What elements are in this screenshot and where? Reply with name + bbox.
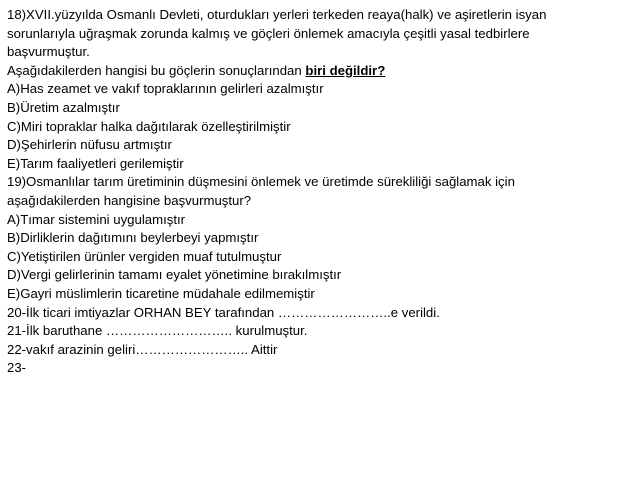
question-18-option-c: C)Miri topraklar halka dağıtılarak özelleştirilmiştir <box>7 118 291 134</box>
question-21: 21-İlk baruthane ……………………….. kurulmuştur. <box>7 323 308 339</box>
question-19-text-line-2: aşağıdakilerden hangisine başvurmuştur? <box>7 192 252 208</box>
question-22: 22-vakıf arazinin geliri…………………….. Aittir <box>7 341 278 357</box>
question-18-option-e: E)Tarım faaliyetleri gerilemiştir <box>7 155 184 171</box>
question-18-text-line-1: 18)XVII.yüzyılda Osmanlı Devleti, oturdukları yerleri terkeden reaya(halk) ve aşiretlerin isyan <box>7 7 547 22</box>
question-19-option-a: A)Tımar sistemini uygulamıştır <box>7 211 186 227</box>
question-18-text-line-3: başvurmuştur. <box>7 44 90 60</box>
question-18-text-line-2: sorunlarıyla uğraşmak zorunda kalmış ve göçleri önlemek amacıyla çeşitli yasal tedbirlere <box>7 25 530 41</box>
question-18-prompt <box>7 62 632 81</box>
question-18-prompt-text: Aşağıdakilerden hangisi bu göçlerin sonuçlarından <box>7 62 306 78</box>
question-19-option-c: C)Yetiştirilen ürünler vergiden muaf tutulmuştur <box>7 248 282 264</box>
question-18-option-a: A)Has zeamet ve vakıf topraklarının gelirleri azalmıştır <box>7 81 324 97</box>
question-19-text-line-1: 19)Osmanlılar tarım üretiminin düşmesini önlemek ve üretimde sürekliliği sağlamak için <box>7 174 515 190</box>
quiz-document <box>7 6 632 378</box>
question-18-prompt-emphasis: biri değildir? <box>305 62 386 78</box>
question-23: 23- <box>7 360 27 376</box>
question-19 <box>7 173 632 303</box>
question-19-option-e: E)Gayri müslimlerin ticaretine müdahale edilmemiştir <box>7 285 315 301</box>
question-19-option-b: B)Dirliklerin dağıtımını beylerbeyi yapmıştır <box>7 230 259 246</box>
question-18-option-d: D)Şehirlerin nüfusu artmıştır <box>7 137 172 153</box>
question-18-option-b: B)Üretim azalmıştır <box>7 99 120 115</box>
question-18 <box>7 6 632 173</box>
question-20: 20-İlk ticari imtiyazlar ORHAN BEY tarafından ……………………..e verildi. <box>7 304 440 320</box>
question-19-option-d: D)Vergi gelirlerinin tamamı eyalet yönetimine bırakılmıştır <box>7 267 342 283</box>
